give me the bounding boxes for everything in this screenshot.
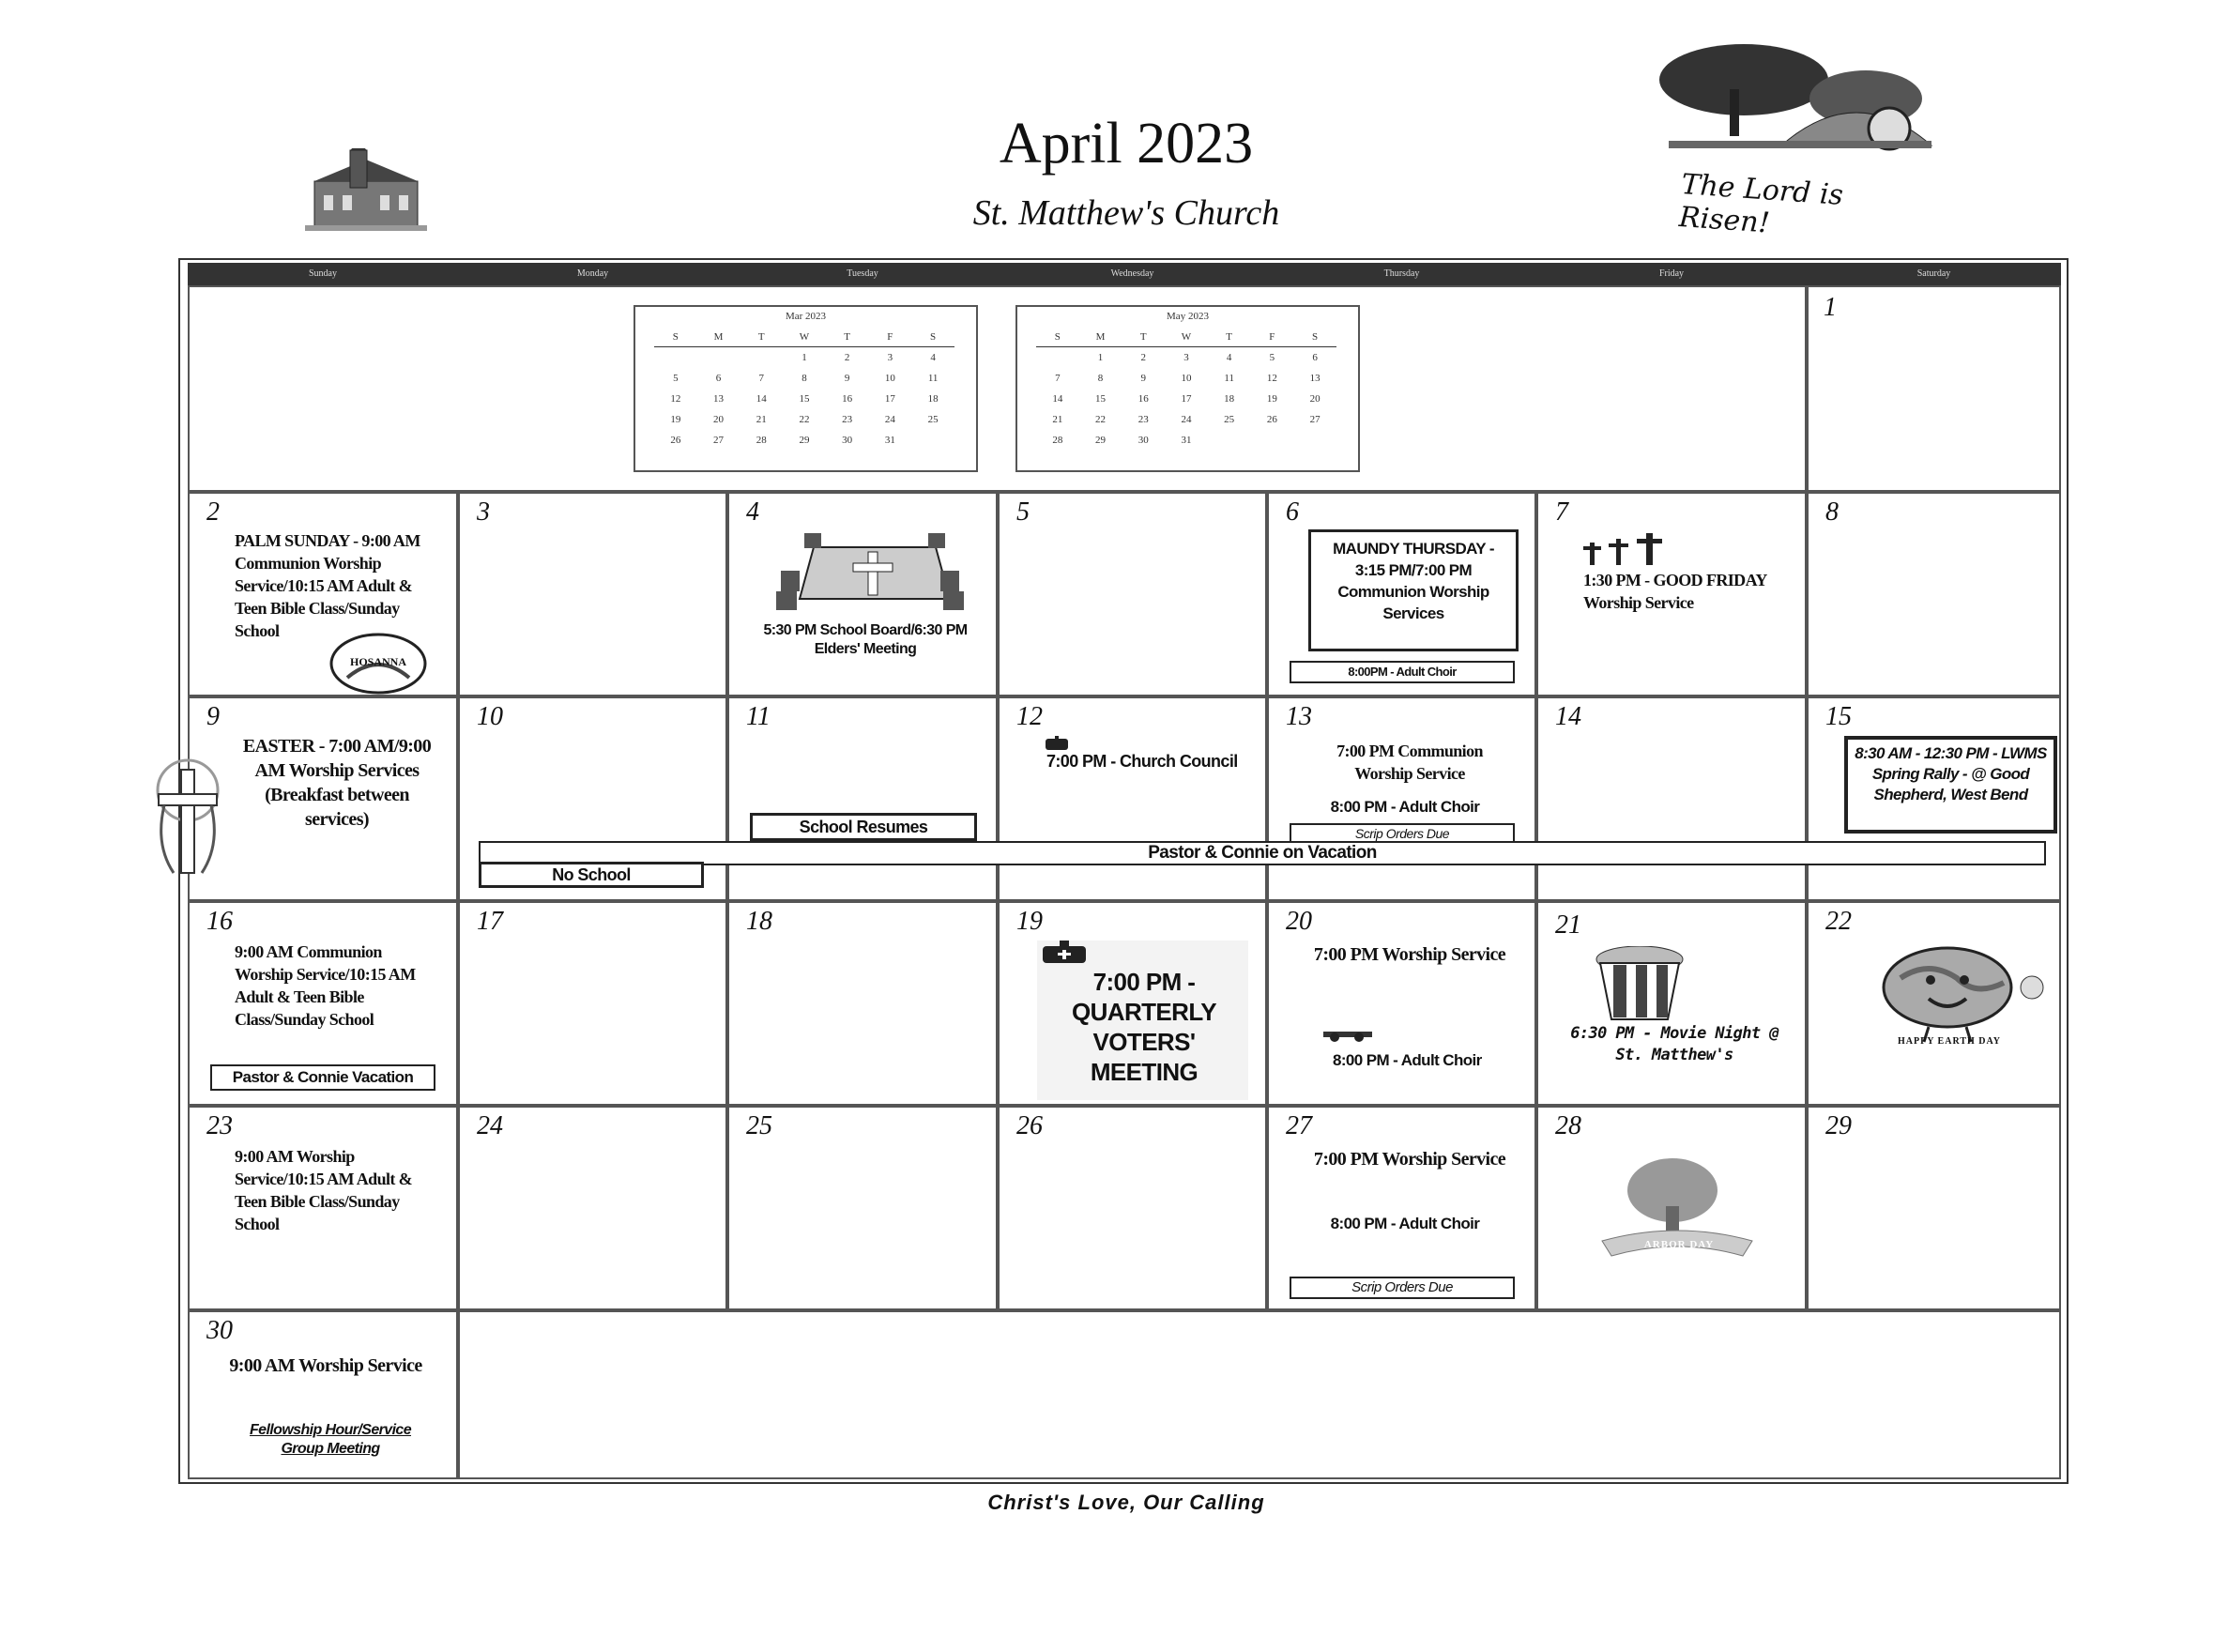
mini-weekday: T [1122, 328, 1165, 347]
mini-day: 22 [799, 414, 810, 425]
mini-day: 25 [1224, 414, 1235, 425]
meeting-table-cross-icon [776, 533, 964, 622]
footer-motto: Christ's Love, Our Calling [987, 1491, 1265, 1514]
event-school-resumes: School Resumes [750, 813, 977, 841]
music-notes-icon [1323, 1027, 1372, 1042]
mini-march-title: Mar 2023 [785, 311, 827, 322]
mini-day: 11 [927, 373, 939, 384]
weekday-sunday: Sunday [309, 268, 337, 279]
mini-weekday: T [826, 328, 869, 347]
day-cell-15[interactable] [1807, 696, 2061, 901]
day-cell-19[interactable] [998, 901, 1267, 1106]
event-easter: EASTER - 7:00 AM/9:00 AM Worship Services (Breakfast between services) [242, 736, 432, 830]
mini-day: 23 [842, 414, 853, 425]
mini-day [740, 347, 783, 369]
event-sunday-23: 9:00 AM Worship Service/10:15 AM Adult & Teen Bible Class/Sunday School [235, 1147, 413, 1233]
event-voters-meeting: 7:00 PM - QUARTERLY VOTERS' MEETING [1072, 968, 1216, 1086]
mini-weekday: S [1036, 328, 1079, 347]
mini-day: 15 [1095, 393, 1107, 405]
day-number: 7 [1555, 497, 1568, 527]
mini-day: 12 [670, 393, 681, 405]
day-number: 6 [1286, 497, 1299, 527]
mini-weekday: F [869, 328, 912, 347]
event-worship-20: 7:00 PM Worship Service [1313, 944, 1506, 965]
day-cell-1[interactable] [1807, 285, 2061, 492]
mini-weekday: W [783, 328, 826, 347]
mini-day: 13 [1309, 373, 1321, 384]
day-cell-27[interactable] [1267, 1106, 1536, 1310]
mini-day: 8 [802, 373, 807, 384]
day-number: 14 [1555, 702, 1581, 731]
page-subtitle: St. Matthew's Church [972, 193, 1280, 233]
mini-day: 27 [1309, 414, 1321, 425]
day-number: 5 [1016, 497, 1030, 527]
arbor-day-caption: ARBOR DAY [1643, 1239, 1715, 1250]
day-number: 11 [746, 702, 771, 731]
mini-weekday: S [911, 328, 954, 347]
day-cell-8[interactable] [1807, 492, 2061, 696]
happy-earth-icon [1872, 941, 2051, 1044]
mini-weekday: T [1208, 328, 1251, 347]
mini-weekday: S [654, 328, 697, 347]
day-cell-7[interactable] [1536, 492, 1807, 696]
mini-day: 10 [1181, 373, 1192, 384]
mini-day: 25 [927, 414, 939, 425]
church-building-icon [305, 148, 427, 233]
day-number: 18 [746, 907, 772, 936]
day-cell-2[interactable] [188, 492, 458, 696]
event-pastor-vacation-16: Pastor & Connie Vacation [210, 1064, 435, 1091]
mini-day: 18 [927, 393, 939, 405]
day-cell-26[interactable] [998, 1106, 1267, 1310]
day-number: 21 [1555, 910, 1581, 940]
mini-day: 9 [844, 373, 850, 384]
day-cell-13[interactable] [1267, 696, 1536, 901]
mini-day [1208, 430, 1251, 451]
easter-cross-icon [145, 751, 230, 882]
day-cell-23[interactable] [188, 1106, 458, 1310]
mini-day: 14 [756, 393, 767, 405]
event-adult-choir-20: 8:00 PM - Adult Choir [1333, 1051, 1482, 1069]
mini-day: 13 [713, 393, 725, 405]
event-adult-choir-13: 8:00 PM - Adult Choir [1330, 798, 1480, 816]
mini-weekday: W [1165, 328, 1208, 347]
week6-blank-cell [458, 1310, 2061, 1479]
three-crosses-icon [1580, 531, 1665, 569]
mini-day [654, 347, 697, 369]
mini-day: 1 [802, 352, 807, 363]
mini-day: 20 [1309, 393, 1321, 405]
mini-day: 11 [1224, 373, 1234, 384]
day-cell-16[interactable] [188, 901, 458, 1106]
day-cell-5[interactable] [998, 492, 1267, 696]
logo-caption: The Lord is Risen! [1677, 168, 1845, 240]
day-number: 19 [1016, 907, 1043, 936]
mini-day [1293, 430, 1336, 451]
mini-day: 18 [1224, 393, 1235, 405]
mini-weekday: T [740, 328, 783, 347]
mini-day: 5 [1269, 352, 1275, 363]
event-palm-sunday: PALM SUNDAY - 9:00 AM Communion Worship Service/10:15 AM Adult & Teen Bible Class/Sunday School [235, 531, 420, 640]
mini-day: 6 [715, 373, 722, 384]
day-cell-14[interactable] [1536, 696, 1807, 901]
mini-day: 6 [1312, 352, 1318, 363]
day-number: 10 [477, 702, 503, 731]
day-cell-25[interactable] [727, 1106, 998, 1310]
day-cell-28[interactable] [1536, 1106, 1807, 1310]
day-number: 15 [1825, 702, 1852, 731]
mini-day: 27 [713, 435, 725, 446]
mini-day [911, 430, 954, 451]
mini-day: 19 [1266, 393, 1277, 405]
mini-day: 19 [670, 414, 681, 425]
mini-day: 15 [799, 393, 810, 405]
mini-day: 26 [670, 435, 681, 446]
mini-day: 24 [884, 414, 895, 425]
mini-day: 5 [673, 373, 679, 384]
event-worship-30: 9:00 AM Worship Service [229, 1355, 422, 1376]
event-no-school: No School [479, 862, 704, 888]
day-cell-6[interactable] [1267, 492, 1536, 696]
event-sunday-16: 9:00 AM Communion Worship Service/10:15 AM Adult & Teen Bible Class/Sunday School [235, 942, 416, 1029]
event-maundy-thursday: MAUNDY THURSDAY - 3:15 PM/7:00 PM Communion Worship Services [1308, 529, 1519, 651]
mini-day: 4 [930, 352, 936, 363]
day-number: 22 [1825, 907, 1852, 936]
day-number: 28 [1555, 1111, 1581, 1140]
day-cell-12[interactable] [998, 696, 1267, 901]
day-number: 20 [1286, 907, 1312, 936]
mini-day: 28 [1052, 435, 1063, 446]
mini-day: 14 [1052, 393, 1063, 405]
day-number: 8 [1825, 497, 1839, 527]
mini-day: 7 [758, 373, 764, 384]
event-pastor-vacation-bar: Pastor & Connie on Vacation [479, 841, 2046, 865]
day-number: 3 [477, 497, 490, 527]
weekday-wednesday: Wednesday [1110, 268, 1154, 279]
page-title: April 2023 [999, 112, 1254, 176]
weekday-saturday: Saturday [1916, 268, 1951, 279]
event-communion-13: 7:00 PM Communion Worship Service [1336, 742, 1483, 783]
event-scrip-orders-13: Scrip Orders Due [1290, 823, 1515, 844]
event-scrip-orders-27: Scrip Orders Due [1290, 1277, 1515, 1299]
mini-may-title: May 2023 [1167, 311, 1209, 322]
day-number: 1 [1824, 293, 1837, 322]
day-number: 25 [746, 1111, 772, 1140]
weekday-monday: Monday [576, 268, 609, 279]
mini-weekday: S [1293, 328, 1336, 347]
day-cell-4[interactable] [727, 492, 998, 696]
mini-day: 29 [1095, 435, 1107, 446]
day-cell-22[interactable] [1807, 901, 2061, 1106]
event-school-board: 5:30 PM School Board/6:30 PM Elders' Meeting [763, 622, 968, 657]
weekday-thursday: Thursday [1383, 268, 1420, 279]
day-number: 12 [1016, 702, 1043, 731]
day-number: 9 [206, 702, 220, 731]
mini-day: 17 [884, 393, 895, 405]
mini-weekday: F [1251, 328, 1294, 347]
mini-calendar-march [634, 305, 978, 472]
day-number: 24 [477, 1111, 503, 1140]
mini-day: 12 [1266, 373, 1277, 384]
mini-day: 16 [1137, 393, 1149, 405]
mini-day: 22 [1095, 414, 1107, 425]
bible-icon [1041, 941, 1088, 965]
bible-icon [1045, 736, 1069, 751]
mini-day: 28 [756, 435, 767, 446]
day-number: 16 [206, 907, 233, 936]
day-cell-30[interactable] [188, 1310, 458, 1479]
day-number: 13 [1286, 702, 1312, 731]
mini-day: 24 [1181, 414, 1192, 425]
day-cell-21[interactable] [1536, 901, 1807, 1106]
event-church-council: 7:00 PM - Church Council [1046, 752, 1238, 771]
week1-blank-cell [188, 285, 1807, 492]
day-cell-29[interactable] [1807, 1106, 2061, 1310]
day-number: 23 [206, 1111, 233, 1140]
day-number: 26 [1016, 1111, 1043, 1140]
popcorn-icon [1593, 946, 1687, 1021]
mini-day: 10 [884, 373, 895, 384]
mini-day: 21 [1052, 414, 1063, 425]
day-number: 29 [1825, 1111, 1852, 1140]
mini-day: 2 [1140, 352, 1146, 363]
mini-day: 20 [713, 414, 725, 425]
mini-day: 9 [1140, 373, 1146, 384]
event-fellowship: Fellowship Hour/Service Group Meeting [249, 1422, 412, 1457]
empty-tomb-logo-icon [1641, 42, 1950, 183]
day-number: 17 [477, 907, 503, 936]
mini-day: 26 [1266, 414, 1277, 425]
mini-day: 3 [887, 352, 893, 363]
mini-day: 1 [1097, 352, 1104, 363]
mini-weekday: M [697, 328, 740, 347]
mini-day: 31 [1181, 435, 1192, 446]
mini-day: 30 [1137, 435, 1149, 446]
earth-day-caption: HAPPY EARTH DAY [1897, 1036, 2002, 1047]
event-worship-27: 7:00 PM Worship Service [1313, 1149, 1506, 1170]
weekday-tuesday: Tuesday [847, 268, 878, 279]
mini-day: 30 [842, 435, 853, 446]
day-cell-18[interactable] [727, 901, 998, 1106]
day-number: 4 [746, 497, 759, 527]
event-adult-choir-27: 8:00 PM - Adult Choir [1330, 1215, 1480, 1232]
mini-day: 2 [844, 352, 850, 363]
mini-day [1251, 430, 1294, 451]
mini-day: 3 [1183, 352, 1189, 363]
event-adult-choir-6: 8:00PM - Adult Choir [1290, 661, 1515, 683]
day-number: 27 [1286, 1111, 1312, 1140]
day-number: 2 [206, 497, 220, 527]
day-cell-20[interactable] [1267, 901, 1536, 1106]
day-cell-3[interactable] [458, 492, 727, 696]
mini-day: 7 [1055, 373, 1061, 384]
hosanna-label: HOSANNA [349, 655, 406, 668]
mini-day: 29 [799, 435, 810, 446]
mini-day: 21 [756, 414, 767, 425]
day-cell-17[interactable] [458, 901, 727, 1106]
day-cell-24[interactable] [458, 1106, 727, 1310]
mini-day: 8 [1097, 373, 1104, 384]
mini-day: 4 [1226, 352, 1232, 363]
mini-weekday: M [1079, 328, 1122, 347]
mini-day: 16 [842, 393, 853, 405]
mini-day: 17 [1181, 393, 1192, 405]
event-movie-night: 6:30 PM - Movie Night @ St. Matthew's [1570, 1024, 1779, 1064]
mini-day [1036, 347, 1079, 369]
day-number: 30 [206, 1316, 233, 1345]
weekday-friday: Friday [1658, 268, 1685, 279]
event-lwms-rally: 8:30 AM - 12:30 PM - LWMS Spring Rally - @ Good Shepherd, West Bend [1844, 736, 2057, 834]
mini-calendar-may [1015, 305, 1360, 472]
mini-day: 23 [1137, 414, 1149, 425]
mini-day [697, 347, 740, 369]
mini-day: 31 [884, 435, 895, 446]
event-good-friday: 1:30 PM - GOOD FRIDAY Worship Service [1583, 571, 1767, 612]
day-cell-11[interactable] [727, 696, 998, 901]
